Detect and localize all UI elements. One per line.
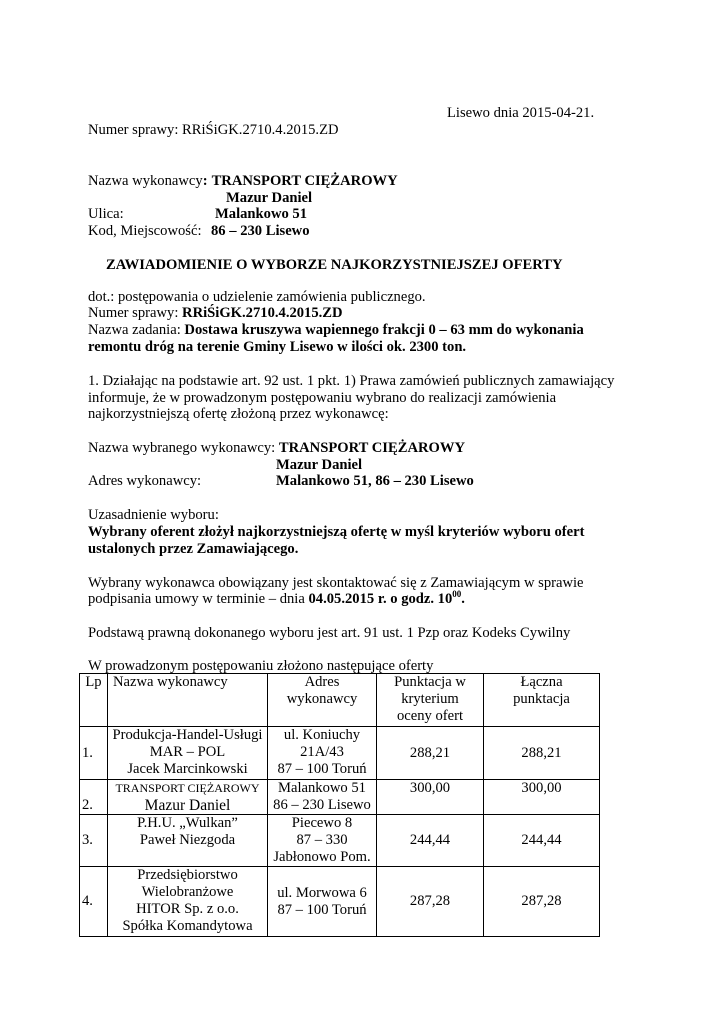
- selected-address-label: Adres wykonawcy:: [88, 473, 202, 489]
- contractor-name-row: [88, 173, 398, 190]
- row1-address: [268, 727, 377, 780]
- row2-name: [108, 780, 268, 815]
- row3-addr-l2: 87 – 330: [296, 832, 348, 848]
- place-date: Lisewo dnia 2015-04-21.: [447, 105, 595, 121]
- contact-line2: [88, 591, 465, 608]
- contractor-name-line1: TRANSPORT CIĘŻAROWY: [211, 173, 398, 189]
- document-title: ZAWIADOMIENIE O WYBORZE NAJKORZYSTNIEJSZEJ OFERTY: [106, 257, 563, 273]
- row2-total: 300,00: [484, 780, 600, 815]
- para1-line1: 1. Działając na podstawie art. 92 ust. 1 pkt. 1) Prawa zamówień publicznych zamawiający: [88, 373, 615, 389]
- row1-total: 288,21: [484, 727, 600, 780]
- row3-score: 244,44: [377, 815, 484, 867]
- table-header-row: [80, 674, 600, 727]
- row3-address: [268, 815, 377, 867]
- contact-line2-end: .: [461, 591, 465, 607]
- row3-name-l1: P.H.U. „Wulkan”: [137, 815, 238, 831]
- row1-name-l1: Produkcja-Handel-Usługi: [112, 727, 263, 743]
- legal-basis: Podstawą prawną dokonanego wyboru jest art. 91 ust. 1 Pzp oraz Kodeks Cywilny: [88, 625, 571, 641]
- row4-score: 287,28: [377, 867, 484, 937]
- row4-addr-l2: 87 – 100 Toruń: [277, 901, 367, 918]
- justification-line2: ustalonych przez Zamawiającego.: [88, 541, 299, 557]
- row1-score: 288,21: [377, 727, 484, 780]
- header-address-l2: wykonawcy: [286, 691, 358, 707]
- subject-case-value: RRiŚiGK.2710.4.2015.ZD: [182, 305, 343, 321]
- subject-task-value-line1: Dostawa kruszywa wapiennego frakcji 0 – 63 mm do wykonania: [184, 322, 584, 338]
- row4-name-l3: HITOR Sp. z o.o.: [136, 901, 239, 917]
- contact-line1: Wybrany wykonawca obowiązany jest skontaktować się z Zamawiającym w sprawie: [88, 575, 584, 591]
- header-total-l1: Łączna: [520, 674, 563, 690]
- header-score: [377, 674, 484, 727]
- row2-lp: 2.: [80, 780, 108, 815]
- row2-name-l2: Mazur Daniel: [144, 797, 231, 814]
- case-number-header: Numer sprawy: RRiŚiGK.2710.4.2015.ZD: [88, 122, 339, 138]
- row3-addr-l3: Jabłonowo Pom.: [273, 849, 371, 865]
- header-total: [484, 674, 600, 727]
- row2-score: 300,00: [377, 780, 484, 815]
- contractor-street-label: Ulica:: [88, 206, 124, 222]
- subject-task-row: [88, 322, 584, 339]
- row3-name: [108, 815, 268, 867]
- row2-name-l1: TRANSPORT CIĘŻAROWY: [115, 781, 260, 795]
- selected-name-label: Nazwa wybranego wykonawcy:: [88, 440, 279, 456]
- subject-task-value-line2: remontu dróg na terenie Gminy Lisewo w ilości ok. 2300 ton.: [88, 339, 467, 355]
- row2-address: [268, 780, 377, 815]
- row1-name-l2: MAR – POL: [149, 744, 226, 760]
- header-score-l3: oceny ofert: [396, 708, 464, 724]
- row4-lp: 4.: [80, 867, 108, 937]
- subject-case-label: Numer sprawy:: [88, 305, 183, 321]
- row2-addr-l2: 86 – 230 Lisewo: [273, 797, 371, 813]
- table-row: [80, 815, 600, 867]
- contact-meeting-minutes: 00: [452, 589, 462, 600]
- contractor-city-label: Kod, Miejscowość:: [88, 223, 202, 239]
- header-score-l1: Punktacja w: [394, 674, 466, 690]
- row1-addr-l2: 21A/43: [300, 744, 344, 760]
- selected-name-row: [88, 440, 465, 457]
- para1-line3: najkorzystniejszą ofertę złożoną przez wykonawcę:: [88, 406, 389, 422]
- contractor-street-value: Malankowo 51: [215, 206, 308, 222]
- row4-total: 287,28: [484, 867, 600, 937]
- row1-lp: 1.: [80, 727, 108, 780]
- contact-meeting-date: 04.05.2015 r. o godz. 10: [308, 591, 453, 607]
- table-row: [80, 867, 600, 937]
- table-row: [80, 780, 600, 815]
- selected-name-line1: TRANSPORT CIĘŻAROWY: [278, 440, 466, 456]
- contractor-name-label: Nazwa wykonawcy: [88, 173, 203, 189]
- row4-name-l4: Spółka Komandytowa: [122, 918, 253, 934]
- justification-label: Uzasadnienie wyboru:: [88, 507, 219, 523]
- row3-name-l2: Paweł Niezgoda: [139, 832, 236, 848]
- contractor-city-value: 86 – 230 Lisewo: [211, 223, 310, 239]
- contractor-name-colon: :: [202, 173, 208, 189]
- row4-name: [108, 867, 268, 937]
- offers-table: [79, 673, 600, 937]
- row3-addr-l1: Piecewo 8: [291, 815, 353, 831]
- subject-case-row: [88, 305, 343, 322]
- row4-addr-l1: ul. Morwowa 6: [277, 884, 367, 901]
- contact-line2-prefix: podpisania umowy w terminie – dnia: [88, 591, 309, 607]
- row4-address: [268, 867, 377, 937]
- para1-line2: informuje, że w prowadzonym postępowaniu wybrano do realizacji zamówienia: [88, 390, 557, 406]
- selected-name-line2: Mazur Daniel: [276, 457, 363, 473]
- table-row: [80, 727, 600, 780]
- header-address: [268, 674, 377, 727]
- row3-lp: 3.: [80, 815, 108, 867]
- header-name: Nazwa wykonawcy: [108, 674, 268, 727]
- row4-name-l1: Przedsiębiorstwo: [137, 867, 238, 883]
- subject-task-label: Nazwa zadania:: [88, 322, 185, 338]
- selected-address-value: Malankowo 51, 86 – 230 Lisewo: [276, 473, 474, 489]
- justification-line1: Wybrany oferent złożył najkorzystniejszą ofertę w myśl kryteriów wyboru ofert: [88, 524, 585, 540]
- subject-dot-line: dot.: postępowania o udzielenie zamówienia publicznego.: [88, 289, 426, 305]
- table-intro: W prowadzonym postępowaniu złożono następujące oferty: [88, 658, 434, 674]
- header-address-l1: Adres: [304, 674, 340, 690]
- row1-addr-l1: ul. Koniuchy: [283, 727, 361, 743]
- row1-name-l3: Jacek Marcinkowski: [127, 761, 248, 777]
- row2-addr-l1: Malankowo 51: [278, 780, 366, 796]
- header-total-l2: punktacja: [513, 691, 570, 707]
- row1-addr-l3: 87 – 100 Toruń: [277, 761, 367, 777]
- header-score-l2: kryterium: [401, 691, 459, 707]
- row3-total: 244,44: [484, 815, 600, 867]
- row4-name-l2: Wielobranżowe: [141, 884, 234, 900]
- header-lp: Lp: [80, 674, 108, 727]
- contractor-name-line2: Mazur Daniel: [226, 190, 313, 206]
- row1-name: [108, 727, 268, 780]
